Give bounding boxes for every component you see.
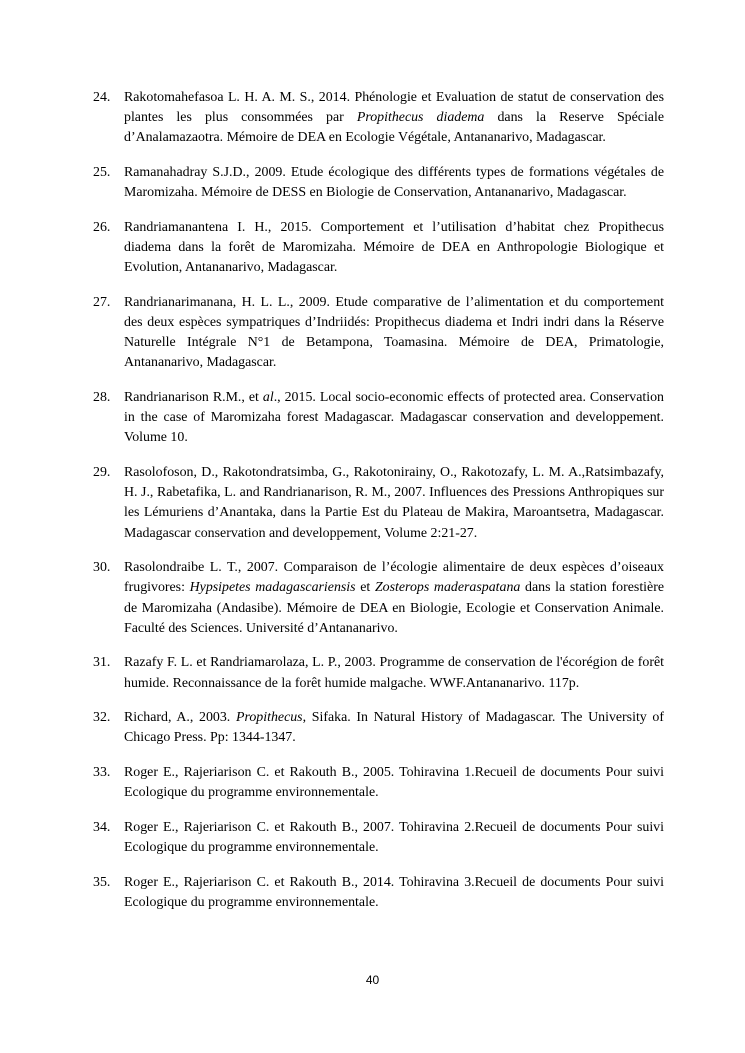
italic-text: Propithecus diadema	[356, 110, 485, 126]
text-segment: Ramanahadray S.J.D., 2009. Etude écologique des différents types de formations végétales de Maromizaha. Mémoire de DESS en Biologie de Conservation, Antananarivo, Madagascar.	[124, 165, 664, 201]
reference-number: 24.	[93, 90, 111, 105]
reference-text	[124, 875, 664, 910]
reference-item	[93, 163, 664, 203]
reference-item	[93, 708, 664, 748]
reference-text	[124, 820, 664, 855]
reference-text	[124, 465, 664, 541]
text-segment: Rasolondraibe L. T., 2007. Comparaison de l’écologie alimentaire de deux espèces d’oiseaux frugivores:	[124, 560, 664, 596]
italic-text: Zosterops maderaspatana	[374, 580, 521, 596]
reference-text	[124, 560, 664, 636]
text-segment: Rakotomahefasoa L. H. A. M. S., 2014. Phénologie et Evaluation de statut de conservation des plantes les plus consommées par	[124, 90, 664, 126]
reference-item	[93, 653, 664, 693]
reference-text	[124, 90, 664, 145]
reference-text	[124, 765, 664, 800]
reference-text	[124, 710, 664, 745]
text-segment: et	[355, 580, 375, 596]
reference-item	[93, 558, 664, 639]
text-segment: Razafy F. L. et Randriamarolaza, L. P., 2003. Programme de conservation de l'écorégion de forêt humide. Reconnaissance de la forêt humide malgache. WWF.Antananarivo. 117p.	[124, 655, 664, 691]
italic-text: Hypsipetes madagascariensis	[189, 580, 356, 596]
text-segment: Roger E., Rajeriarison C. et Rakouth B., 2007. Tohiravina 2.Recueil de documents Pour suivi Ecologique du programme environnementale.	[124, 819, 664, 855]
italic-text: Propithecus	[235, 710, 303, 726]
reference-item	[93, 873, 664, 913]
reference-number: 32.	[93, 710, 111, 726]
text-segment: Roger E., Rajeriarison C. et Rakouth B., 2014. Tohiravina 3.Recueil de documents Pour suivi Ecologique du programme environnementale.	[124, 874, 664, 910]
reference-number: 29.	[93, 465, 111, 480]
reference-text	[124, 165, 664, 200]
text-segment: , Sifaka. In Natural History of Madagascar. The University of Chicago Press. Pp: 1344-1347.	[124, 710, 665, 746]
reference-text	[124, 295, 664, 371]
text-segment: dans la station forestière de Maromizaha (Andasibe). Mémoire de DEA en Biologie, Ecologie et Conservation Animale. Faculté des Sciences. Université d’Antananarivo.	[124, 580, 664, 636]
text-segment: Randrianarimanana, H. L. L., 2009. Etude comparative de l’alimentation et du comportement des deux espèces sympatriques d’Indriidés: Propithecus diadema et Indri indri dans la Réserve Naturelle Intégrale N°1 de Betampona, Toamasina. Mémoire de DEA, Primatologie, Antananarivo, Madagascar.	[124, 294, 664, 371]
reference-number: 35.	[93, 874, 111, 890]
reference-text	[124, 655, 664, 690]
text-segment: Randriamanantena I. H., 2015. Comportement et l’utilisation d’habitat chez Propithecus diadema dans la forêt de Maromizaha. Mémoire de DEA en Anthropologie Biologique et Evolution, Antananarivo, Madagascar.	[124, 219, 664, 276]
text-segment: Rasolofoson, D., Rakotondratsimba, G., Rakotonirainy, O., Rakotozafy, L. M. A.,Ratsimbazafy, H. J., Rabetafika, L. and Randrianarison, R. M., 2007. Influences des Pressions Anthropiques sur les Lémuriens d’Anantaka, dans la Partie Est du Plateau de Makira, Maroantsetra, Madagascar. Madagascar conservation and developpement, Volume 2:21-27.	[124, 465, 664, 541]
italic-text: al	[262, 390, 274, 405]
reference-item	[93, 293, 664, 374]
reference-item	[93, 88, 664, 149]
reference-number: 33.	[93, 765, 111, 780]
text-segment: dans la Reserve Spéciale d’Analamazaotra. Mémoire de DEA en Ecologie Végétale, Antananarivo, Madagascar.	[124, 110, 664, 146]
reference-number: 31.	[93, 655, 111, 671]
reference-text	[124, 220, 664, 275]
reference-number: 34.	[93, 819, 111, 835]
reference-item	[93, 818, 664, 858]
text-segment: ., 2015. Local socio-economic effects of protected area. Conservation in the case of Maromizaha forest Madagascar. Madagascar conservation and developpement. Volume 10.	[124, 390, 664, 446]
reference-number: 28.	[93, 390, 111, 405]
text-segment: Roger E., Rajeriarison C. et Rakouth B., 2005. Tohiravina 1.Recueil de documents Pour suivi Ecologique du programme environnementale.	[124, 765, 664, 801]
reference-item	[93, 463, 664, 544]
reference-number: 25.	[93, 165, 111, 180]
reference-number: 26.	[93, 219, 111, 235]
page-number: 40	[365, 973, 380, 987]
reference-number: 30.	[93, 560, 111, 576]
reference-list	[93, 88, 664, 927]
reference-item	[93, 763, 664, 803]
text-segment: Richard, A., 2003.	[124, 710, 236, 726]
text-segment: Randrianarison R.M., et	[124, 390, 263, 405]
reference-item	[93, 218, 664, 279]
reference-item	[93, 388, 664, 449]
reference-number: 27.	[93, 294, 111, 310]
reference-text	[124, 390, 664, 445]
